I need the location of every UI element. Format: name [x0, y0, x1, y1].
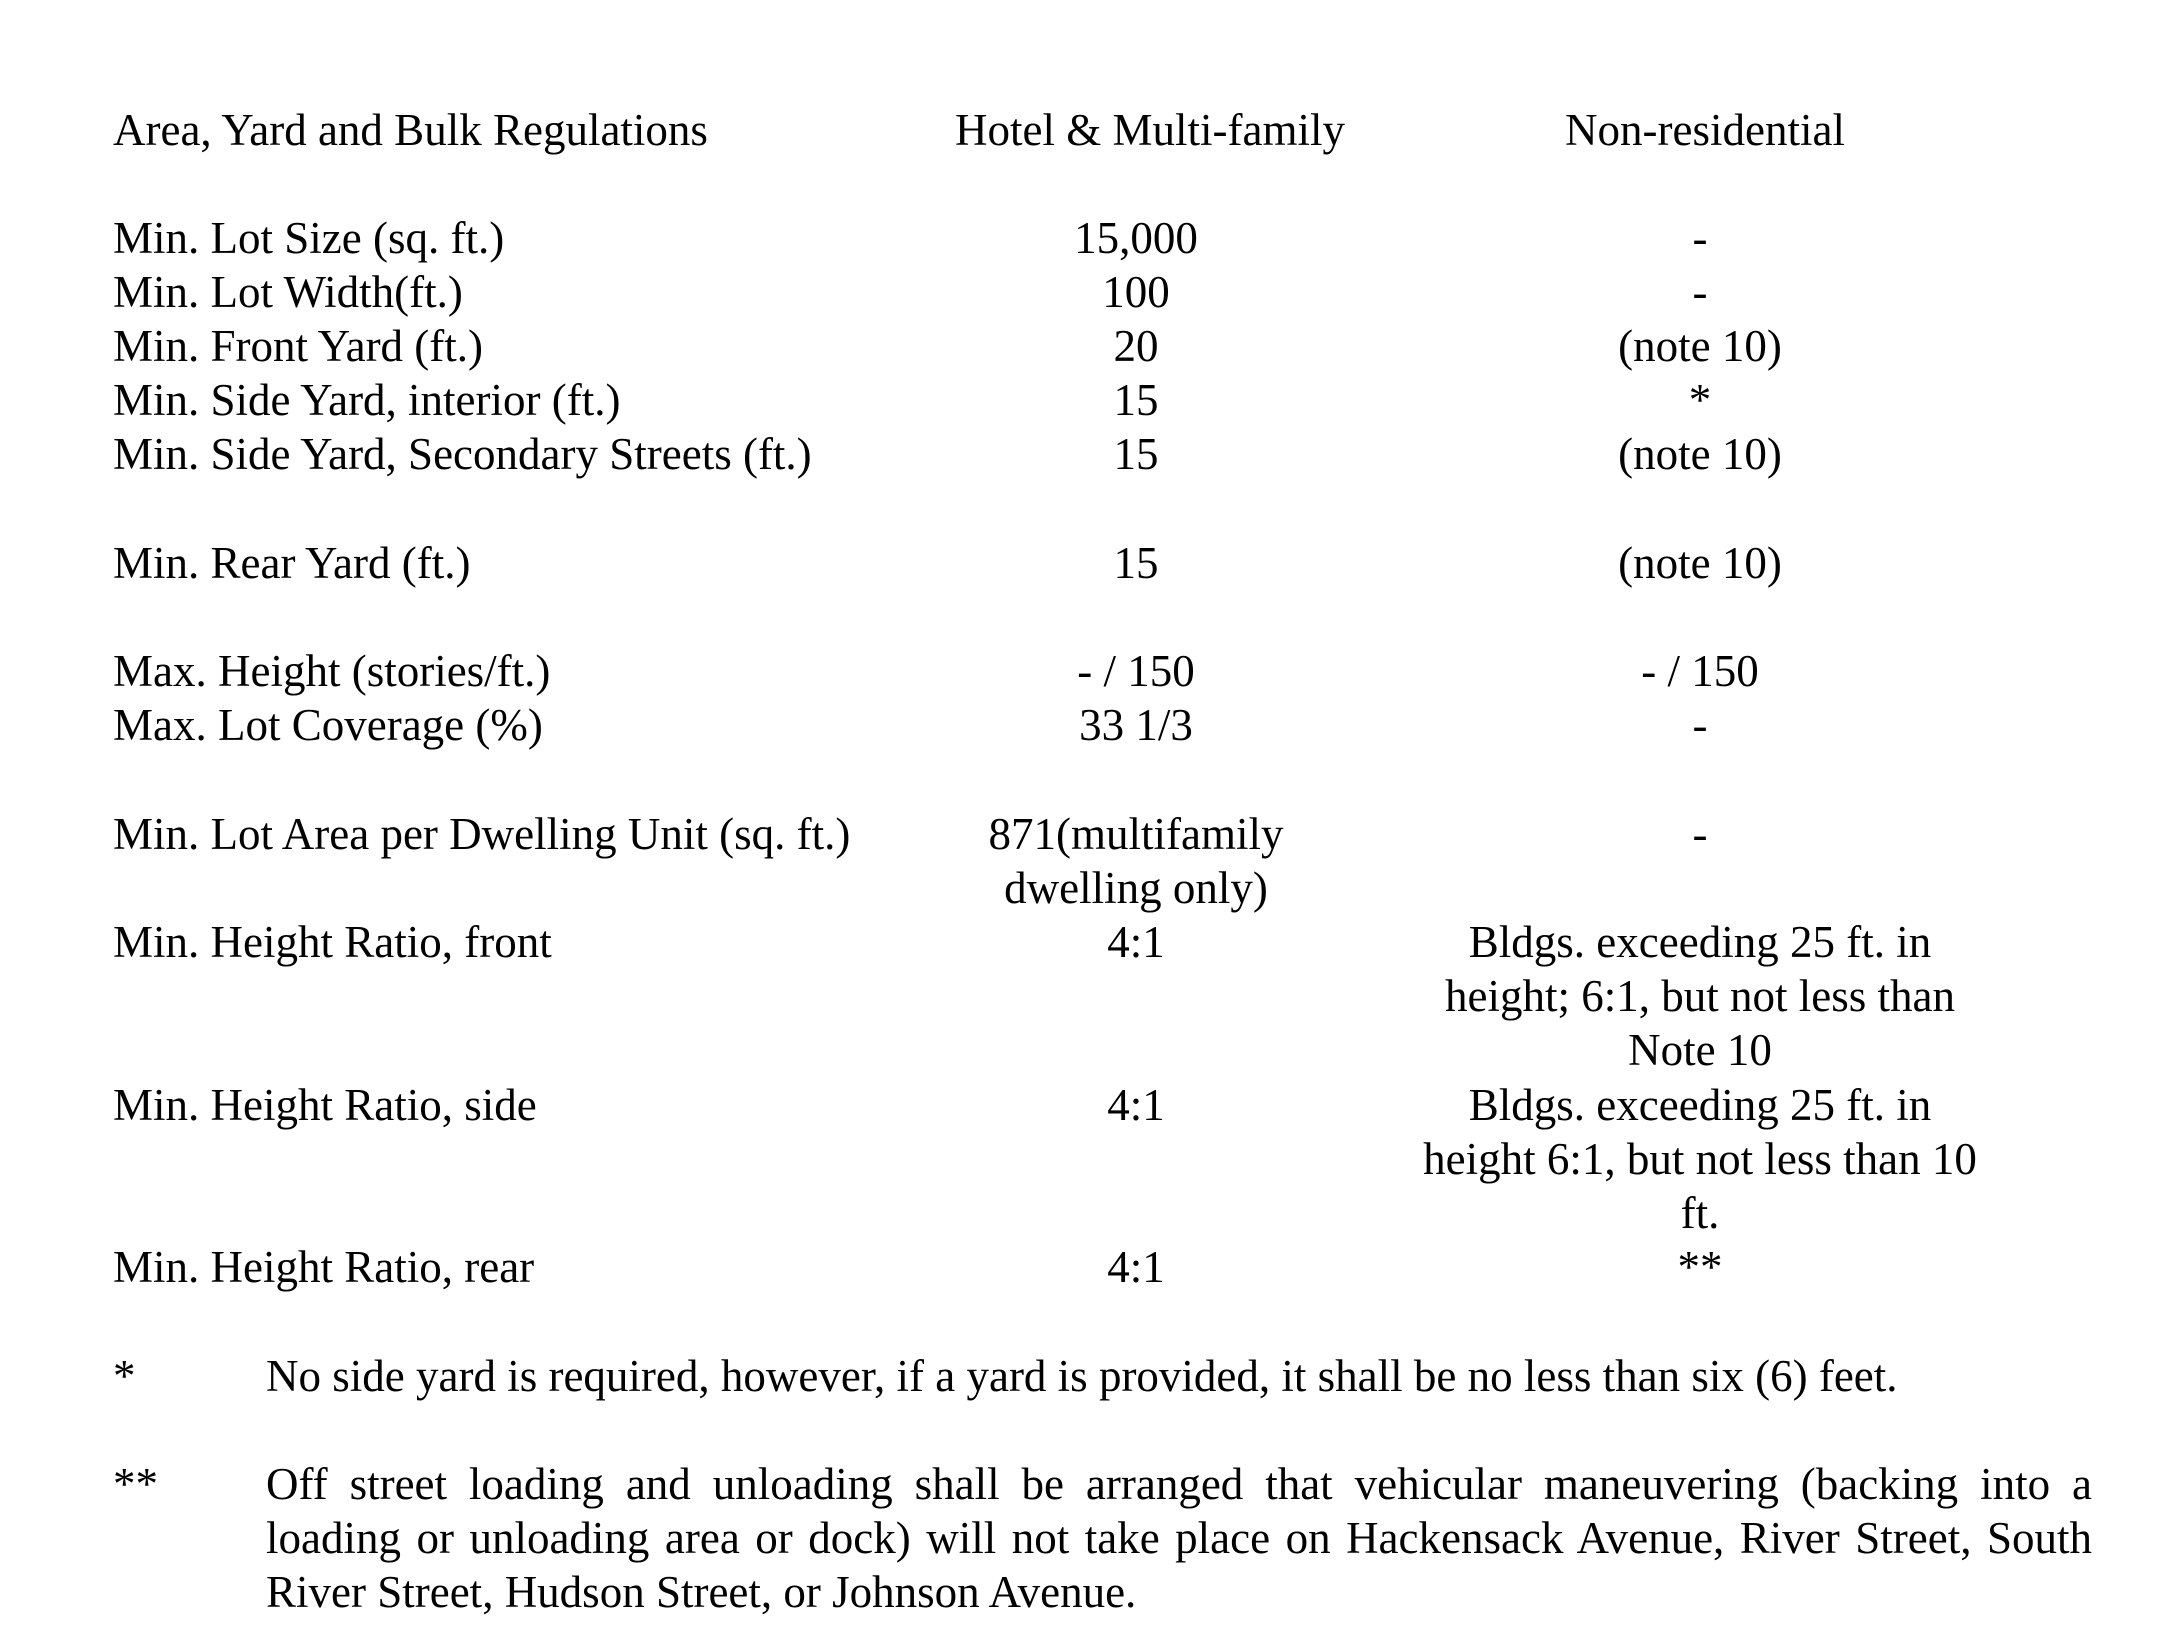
row-label: Max. Height (stories/ft.) — [113, 646, 551, 696]
footnote-text: Off street loading and unloading shall be arranged that vehicular maneuvering (backing into a loading or unloading area or dock) will not take place on Hackensack Avenue, River Street, South River Street, Hudson Street, or Johnson Avenue. — [266, 1459, 2092, 1617]
row-nonres-value: - — [1692, 213, 1708, 263]
row-nonres-value: (note 10) — [1618, 321, 1782, 371]
row-hotel-value: - / 150 — [1077, 646, 1195, 696]
row-hotel-value: 4:1 — [1107, 1242, 1165, 1292]
row-label: Min. Height Ratio, rear — [113, 1242, 535, 1292]
row-nonres-value: - — [1692, 700, 1708, 750]
row-nonres-value: ** — [1677, 1242, 1723, 1292]
row-label: Min. Lot Size (sq. ft.) — [113, 213, 505, 263]
row-hotel-value: 4:1 — [1107, 1080, 1165, 1130]
row-nonres-value: - — [1692, 267, 1708, 317]
footnote-mark: ** — [113, 1459, 158, 1509]
header-non-residential: Non-residential — [1565, 105, 1845, 155]
row-hotel-value: 15,000 — [1074, 213, 1198, 263]
row-label: Min. Side Yard, interior (ft.) — [113, 375, 621, 425]
row-label: Max. Lot Coverage (%) — [113, 700, 543, 750]
row-label: Min. Rear Yard (ft.) — [113, 538, 471, 588]
row-label: Min. Height Ratio, front — [113, 917, 552, 967]
row-hotel-value: 4:1 — [1107, 917, 1165, 967]
row-label: Min. Lot Area per Dwelling Unit (sq. ft.) — [113, 809, 851, 859]
row-hotel-value: 871(multifamily dwelling only) — [988, 809, 1284, 913]
row-nonres-value: Bldgs. exceeding 25 ft. in height 6:1, but not less than 10 ft. — [1423, 1080, 1977, 1238]
row-nonres-value: (note 10) — [1618, 429, 1782, 479]
header-regulations: Area, Yard and Bulk Regulations — [113, 105, 708, 155]
row-hotel-value: 100 — [1102, 267, 1170, 317]
footnote-text: No side yard is required, however, if a yard is provided, it shall be no less than six (6) feet. — [266, 1351, 1898, 1401]
row-hotel-value: 15 — [1113, 538, 1159, 588]
footnote-mark: * — [113, 1351, 136, 1401]
row-nonres-value: Bldgs. exceeding 25 ft. in height; 6:1, but not less than Note 10 — [1445, 917, 1955, 1075]
row-label: Min. Lot Width(ft.) — [113, 267, 463, 317]
row-hotel-value: 33 1/3 — [1079, 700, 1193, 750]
row-label: Min. Front Yard (ft.) — [113, 321, 484, 371]
row-nonres-value: * — [1688, 375, 1712, 425]
row-nonres-value: - — [1692, 809, 1708, 859]
row-hotel-value: 15 — [1113, 429, 1159, 479]
header-hotel-multifamily: Hotel & Multi-family — [955, 105, 1345, 155]
row-hotel-value: 20 — [1113, 321, 1159, 371]
row-hotel-value: 15 — [1113, 375, 1159, 425]
row-nonres-value: - / 150 — [1641, 646, 1759, 696]
row-label: Min. Side Yard, Secondary Streets (ft.) — [113, 429, 812, 479]
row-label: Min. Height Ratio, side — [113, 1080, 537, 1130]
row-nonres-value: (note 10) — [1618, 538, 1782, 588]
